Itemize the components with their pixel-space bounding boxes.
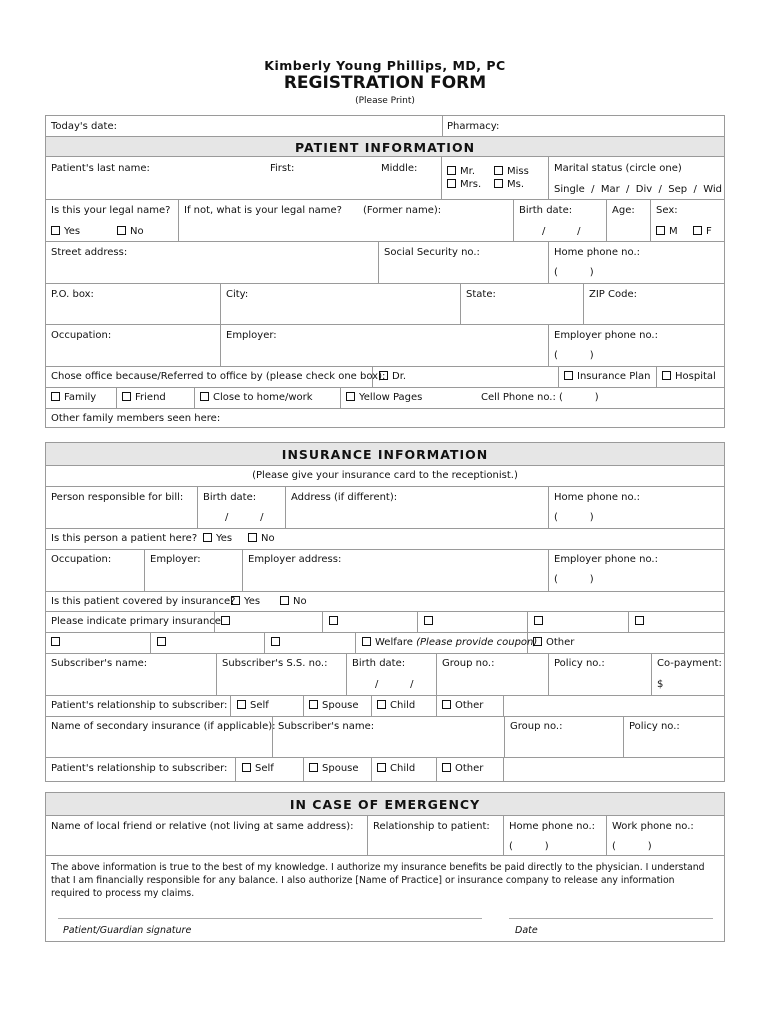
responsible-birth-date-field[interactable]: Birth date: — [203, 492, 257, 503]
checkbox-icon — [221, 616, 230, 625]
checkbox-icon — [157, 637, 166, 646]
employer-phone-field[interactable]: Employer phone no.: — [554, 330, 658, 341]
secondary-group-field[interactable]: Group no.: — [510, 721, 563, 732]
secondary-spouse-checkbox[interactable]: Spouse — [309, 763, 359, 774]
age-field[interactable]: Age: — [612, 205, 635, 216]
primary-option-checkbox[interactable] — [424, 616, 437, 627]
last-name-field[interactable]: Patient's last name: — [51, 163, 150, 174]
insurance-other-checkbox[interactable]: Other — [533, 637, 574, 648]
chose-office-label: Chose office because/Referred to office by (please check one box): — [51, 371, 386, 382]
subscriber-birth-slashes: / / — [375, 679, 414, 690]
checkbox-icon — [309, 763, 318, 772]
po-box-field[interactable]: P.O. box: — [51, 289, 94, 300]
employer-phone-paren: ( ) — [554, 350, 594, 361]
top-row — [45, 115, 725, 137]
referral-family-checkbox[interactable]: Family — [51, 392, 96, 403]
date-label: Date — [515, 925, 538, 936]
copayment-field[interactable]: Co-payment: — [657, 658, 722, 669]
street-address-field[interactable]: Street address: — [51, 247, 128, 258]
legal-no-checkbox[interactable]: No — [117, 226, 144, 237]
marital-status-options[interactable]: Single / Mar / Div / Sep / Wid — [554, 184, 722, 195]
checkbox-icon — [447, 166, 456, 175]
checkbox-icon — [447, 179, 456, 188]
sex-label: Sex: — [656, 205, 678, 216]
primary-option-checkbox[interactable] — [534, 616, 547, 627]
secondary-insurance-field[interactable]: Name of secondary insurance (if applicable): — [51, 721, 276, 732]
checkbox-icon — [329, 616, 338, 625]
form-title: REGISTRATION FORM — [283, 73, 487, 93]
practice-name: Kimberly Young Phillips, MD, PC — [264, 58, 506, 73]
former-name-field[interactable]: (Former name): — [363, 205, 442, 216]
checkbox-icon — [662, 371, 671, 380]
referral-yellow-pages-checkbox[interactable]: Yellow Pages — [346, 392, 422, 403]
checkbox-icon — [309, 700, 318, 709]
patient-here-no-checkbox[interactable]: No — [248, 533, 275, 544]
insured-employer-phone-paren: ( ) — [554, 574, 594, 585]
checkbox-icon — [442, 700, 451, 709]
primary-option-checkbox[interactable] — [221, 616, 234, 627]
home-phone-paren: ( ) — [554, 267, 594, 278]
form-subtitle: (Please Print) — [355, 96, 415, 106]
primary-option-checkbox[interactable] — [635, 616, 648, 627]
primary-insurance-label: Please indicate primary insurance — [51, 616, 221, 627]
checkbox-icon — [280, 596, 289, 605]
emergency-work-phone-paren: ( ) — [612, 841, 652, 852]
checkbox-icon — [494, 166, 503, 175]
referral-insurance-plan-checkbox[interactable]: Insurance Plan — [564, 371, 651, 382]
responsible-person-field[interactable]: Person responsible for bill: — [51, 492, 184, 503]
cell-phone-field[interactable]: Cell Phone no.: ( ) — [481, 392, 599, 403]
secondary-subscriber-field[interactable]: Subscriber's name: — [278, 721, 375, 732]
checkbox-icon — [242, 763, 251, 772]
welfare-checkbox[interactable]: Welfare (Please provide coupon) — [362, 637, 537, 648]
employer-field[interactable]: Employer: — [226, 330, 277, 341]
legal-name-field[interactable]: If not, what is your legal name? — [184, 205, 342, 216]
checkbox-icon — [117, 226, 126, 235]
patient-here-question: Is this person a patient here? — [51, 533, 198, 544]
state-field[interactable]: State: — [466, 289, 496, 300]
insured-employer-phone-field[interactable]: Employer phone no.: — [554, 554, 658, 565]
checkbox-icon — [51, 392, 60, 401]
insurance-information-title: INSURANCE INFORMATION — [281, 447, 489, 462]
relationship-self-checkbox[interactable]: Self — [237, 700, 269, 711]
emergency-home-phone-paren: ( ) — [509, 841, 549, 852]
group-number-field[interactable]: Group no.: — [442, 658, 495, 669]
checkbox-icon — [424, 616, 433, 625]
marital-status-label: Marital status (circle one) — [554, 163, 682, 174]
occupation-field[interactable]: Occupation: — [51, 330, 112, 341]
patient-information-section — [45, 136, 725, 428]
sex-m-checkbox[interactable]: M — [656, 226, 678, 237]
referral-close-home-checkbox[interactable]: Close to home/work — [200, 392, 313, 403]
signature-line[interactable] — [58, 918, 482, 919]
signature-label: Patient/Guardian signature — [63, 925, 192, 936]
legal-name-question: Is this your legal name? — [51, 205, 171, 216]
ms-checkbox[interactable]: Ms. — [494, 179, 524, 190]
primary-option-checkbox[interactable] — [329, 616, 342, 627]
patient-here-yes-checkbox[interactable]: Yes — [203, 533, 232, 544]
secondary-self-checkbox[interactable]: Self — [242, 763, 274, 774]
emergency-title: IN CASE OF EMERGENCY — [289, 797, 481, 812]
policy-number-field[interactable]: Policy no.: — [554, 658, 605, 669]
emergency-relationship-field[interactable]: Relationship to patient: — [373, 821, 490, 832]
birth-date-slashes: / / — [542, 226, 581, 237]
mr-checkbox[interactable]: Mr. — [447, 166, 475, 177]
checkbox-icon — [442, 763, 451, 772]
secondary-policy-field[interactable]: Policy no.: — [629, 721, 680, 732]
first-name-field[interactable]: First: — [270, 163, 295, 174]
relationship-child-checkbox[interactable]: Child — [377, 700, 415, 711]
checkbox-icon — [534, 616, 543, 625]
checkbox-icon — [693, 226, 702, 235]
secondary-other-checkbox[interactable]: Other — [442, 763, 483, 774]
ssn-field[interactable]: Social Security no.: — [384, 247, 480, 258]
insurance-option-checkbox[interactable] — [157, 637, 170, 648]
insured-employer-field[interactable]: Employer: — [150, 554, 201, 565]
pharmacy-field[interactable]: Pharmacy: — [447, 121, 500, 132]
checkbox-icon — [533, 637, 542, 646]
subscriber-name-field[interactable]: Subscriber's name: — [51, 658, 148, 669]
checkbox-icon — [494, 179, 503, 188]
relationship-label: Patient's relationship to subscriber: — [51, 700, 228, 711]
emergency-contact-name-field[interactable]: Name of local friend or relative (not living at same address): — [51, 821, 354, 832]
miss-checkbox[interactable]: Miss — [494, 166, 529, 177]
emergency-home-phone-field[interactable]: Home phone no.: — [509, 821, 596, 832]
relationship-spouse-checkbox[interactable]: Spouse — [309, 700, 359, 711]
copayment-dollar: $ — [657, 679, 664, 690]
checkbox-icon — [231, 596, 240, 605]
referral-hospital-checkbox[interactable]: Hospital — [662, 371, 716, 382]
insurance-option-checkbox[interactable] — [51, 637, 64, 648]
covered-yes-checkbox[interactable]: Yes — [231, 596, 260, 607]
checkbox-icon — [377, 700, 386, 709]
insurance-option-checkbox[interactable] — [271, 637, 284, 648]
zip-field[interactable]: ZIP Code: — [589, 289, 637, 300]
secondary-child-checkbox[interactable]: Child — [377, 763, 415, 774]
checkbox-icon — [362, 637, 371, 646]
other-family-field[interactable]: Other family members seen here: — [51, 413, 221, 424]
checkbox-icon — [656, 226, 665, 235]
checkbox-icon — [379, 371, 388, 380]
insurance-note: (Please give your insurance card to the receptionist.) — [252, 470, 518, 481]
referral-dr-checkbox[interactable]: Dr. — [379, 371, 406, 382]
authorization-statement: The above information is true to the best of my knowledge. I authorize my insurance benefits be paid directly to the physician. I understand that I am financially responsible for any balance. I also authorize [Name of Practice] or insurance company to release any information required to process my claims. — [51, 862, 705, 899]
checkbox-icon — [200, 392, 209, 401]
checkbox-icon — [122, 392, 131, 401]
patient-information-title: PATIENT INFORMATION — [294, 140, 476, 155]
referral-friend-checkbox[interactable]: Friend — [122, 392, 166, 403]
insured-occupation-field[interactable]: Occupation: — [51, 554, 112, 565]
subscriber-ss-field[interactable]: Subscriber's S.S. no.: — [222, 658, 328, 669]
responsible-home-phone-paren: ( ) — [554, 512, 594, 523]
date-line[interactable] — [509, 918, 713, 919]
home-phone-field[interactable]: Home phone no.: — [554, 247, 641, 258]
emergency-work-phone-field[interactable]: Work phone no.: — [612, 821, 694, 832]
relationship-other-checkbox[interactable]: Other — [442, 700, 483, 711]
covered-no-checkbox[interactable]: No — [280, 596, 307, 607]
birth-date-field[interactable]: Birth date: — [519, 205, 573, 216]
secondary-relationship-label: Patient's relationship to subscriber: — [51, 763, 228, 774]
todays-date-field[interactable]: Today's date: — [51, 121, 117, 132]
mrs-checkbox[interactable]: Mrs. — [447, 179, 481, 190]
responsible-home-phone-field[interactable]: Home phone no.: — [554, 492, 641, 503]
checkbox-icon — [564, 371, 573, 380]
checkbox-icon — [51, 226, 60, 235]
subscriber-birth-date-field[interactable]: Birth date: — [352, 658, 406, 669]
checkbox-icon — [248, 533, 257, 542]
checkbox-icon — [51, 637, 60, 646]
city-field[interactable]: City: — [226, 289, 249, 300]
checkbox-icon — [635, 616, 644, 625]
sex-f-checkbox[interactable]: F — [693, 226, 712, 237]
middle-name-field[interactable]: Middle: — [381, 163, 418, 174]
checkbox-icon — [203, 533, 212, 542]
checkbox-icon — [237, 700, 246, 709]
responsible-address-field[interactable]: Address (if different): — [291, 492, 398, 503]
insured-employer-address-field[interactable]: Employer address: — [248, 554, 342, 565]
checkbox-icon — [377, 763, 386, 772]
checkbox-icon — [346, 392, 355, 401]
legal-yes-checkbox[interactable]: Yes — [51, 226, 80, 237]
covered-question: Is this patient covered by insurance? — [51, 596, 236, 607]
responsible-birth-slashes: / / — [225, 512, 264, 523]
checkbox-icon — [271, 637, 280, 646]
